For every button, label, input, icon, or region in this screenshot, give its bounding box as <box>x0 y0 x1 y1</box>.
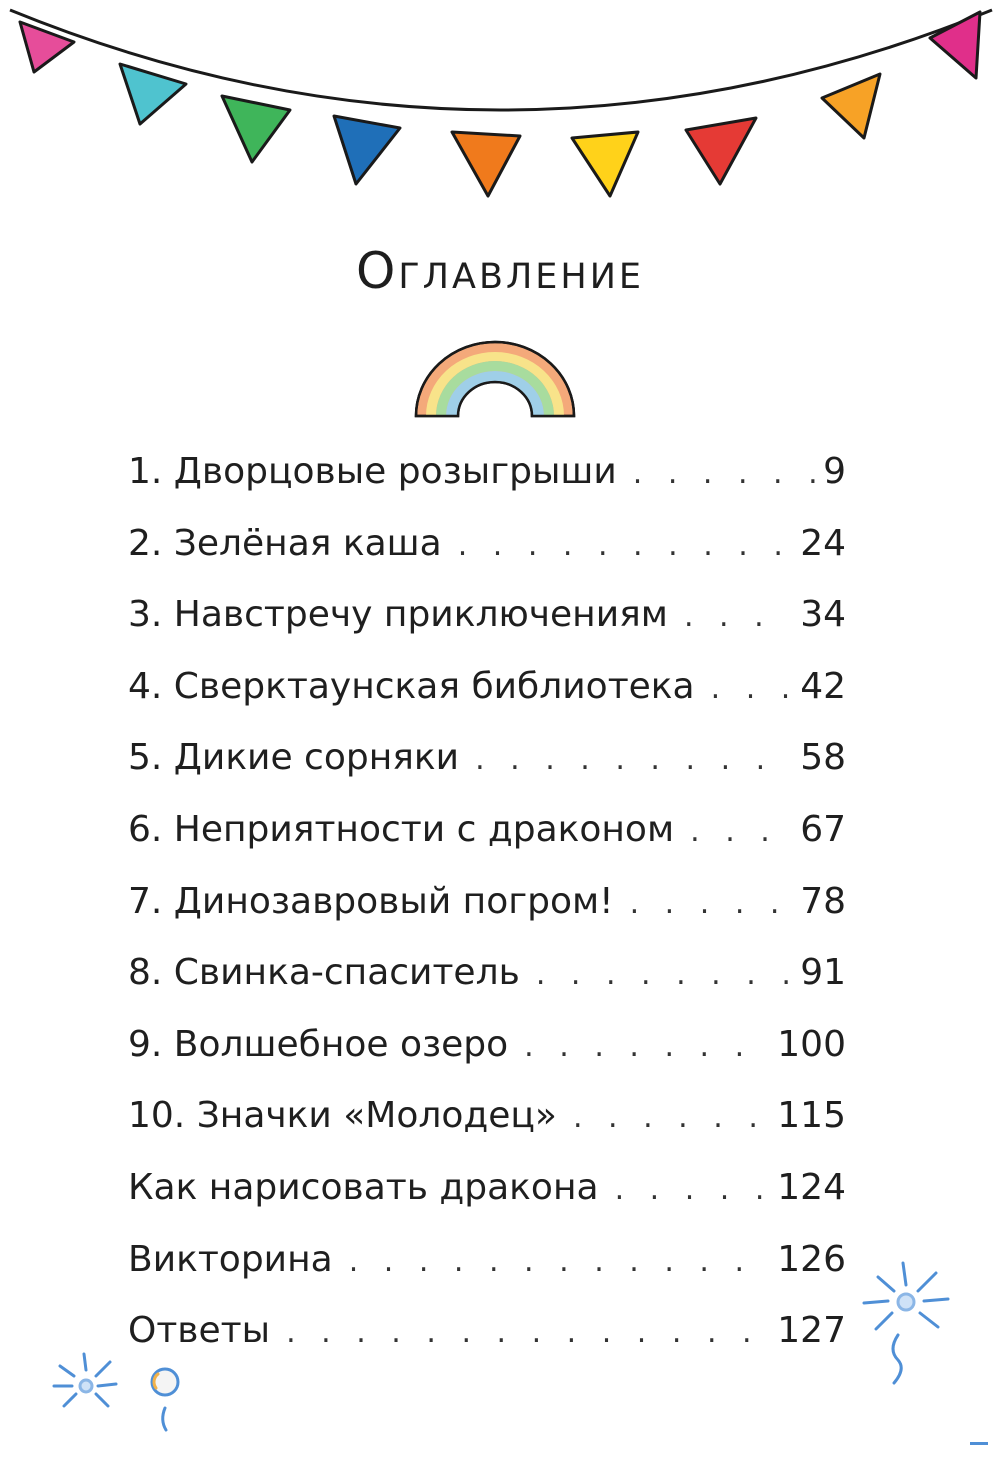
toc-entry-title: Ответы <box>128 1310 271 1352</box>
toc-entry-page: 124 <box>777 1166 846 1208</box>
toc-entry <box>128 1084 846 1156</box>
toc-leader-dots <box>536 943 792 1007</box>
toc-entry-title: 2. Зелёная каша <box>128 522 442 564</box>
toc-entry-title: Как нарисовать дракона <box>128 1166 599 1208</box>
flag-pink <box>20 22 74 72</box>
flag-green <box>222 96 290 162</box>
toc-entry <box>128 655 846 727</box>
toc-entry-page: 9 <box>823 451 846 492</box>
toc-entry-page: 78 <box>800 880 846 922</box>
toc-entry <box>128 726 846 798</box>
toc-entry <box>128 1013 846 1085</box>
toc-leader-dots <box>630 872 793 936</box>
sparkle-icon <box>858 1255 958 1395</box>
table-of-contents <box>128 440 846 1371</box>
toc-entry-page: 115 <box>777 1095 846 1137</box>
flag-cyan <box>120 64 186 124</box>
toc-entry-page: 42 <box>800 665 846 707</box>
toc-entry-page: 58 <box>800 737 846 779</box>
toc-leader-dots <box>458 514 793 578</box>
flag-light-orange <box>822 74 880 138</box>
rainbow-illustration <box>410 336 580 420</box>
toc-entry-title: 8. Свинка-спаситель <box>128 952 520 994</box>
toc-leader-dots <box>684 585 792 649</box>
toc-entry <box>128 1228 846 1300</box>
bunting-banner-illustration <box>0 0 1000 220</box>
toc-entry-page: 127 <box>777 1310 846 1352</box>
toc-entry-page: 24 <box>800 522 846 564</box>
toc-entry-title: 9. Волшебное озеро <box>128 1023 509 1065</box>
toc-entry <box>128 440 846 512</box>
toc-entry <box>128 583 846 655</box>
toc-entry-page: 91 <box>800 952 846 994</box>
toc-entry-title: 6. Неприятности с драконом <box>128 808 675 850</box>
toc-entry-title: 3. Навстречу приключениям <box>128 594 668 636</box>
toc-leader-dots <box>475 728 792 792</box>
toc-leader-dots <box>286 1301 769 1365</box>
toc-entry-page: 100 <box>777 1023 846 1065</box>
flag-yellow <box>572 132 638 196</box>
page-title: Оглавление <box>355 242 645 300</box>
sparkle-small-icon <box>50 1348 190 1443</box>
toc-entry <box>128 941 846 1013</box>
toc-entry <box>128 1156 846 1228</box>
toc-entry-page: 126 <box>777 1238 846 1280</box>
toc-leader-dots <box>615 1158 770 1222</box>
toc-leader-dots <box>524 1015 769 1079</box>
decorative-dash <box>970 1442 988 1445</box>
toc-entry-page: 34 <box>800 594 846 636</box>
flag-blue <box>334 116 400 184</box>
toc-entry <box>128 870 846 942</box>
toc-leader-dots <box>690 800 792 864</box>
toc-entry-title: 7. Динозавровый погром! <box>128 880 614 922</box>
flag-red <box>686 118 756 184</box>
toc-entry <box>128 798 846 870</box>
toc-entry-title: 5. Дикие сорняки <box>128 737 460 779</box>
toc-entry-title: 4. Сверктаунская библиотека <box>128 665 695 707</box>
toc-entry-title: Викторина <box>128 1238 333 1280</box>
toc-entry <box>128 1299 846 1371</box>
toc-entry-page: 67 <box>800 808 846 850</box>
toc-entry-title: 10. Значки «Молодец» <box>128 1095 557 1137</box>
toc-entry-title: 1. Дворцовые розыгрыши <box>128 451 617 492</box>
toc-leader-dots <box>633 442 815 506</box>
flag-orange <box>452 132 520 196</box>
toc-leader-dots <box>573 1086 769 1150</box>
flag-magenta <box>930 12 980 78</box>
toc-leader-dots <box>711 657 793 721</box>
toc-entry <box>128 512 846 584</box>
toc-leader-dots <box>349 1230 770 1294</box>
